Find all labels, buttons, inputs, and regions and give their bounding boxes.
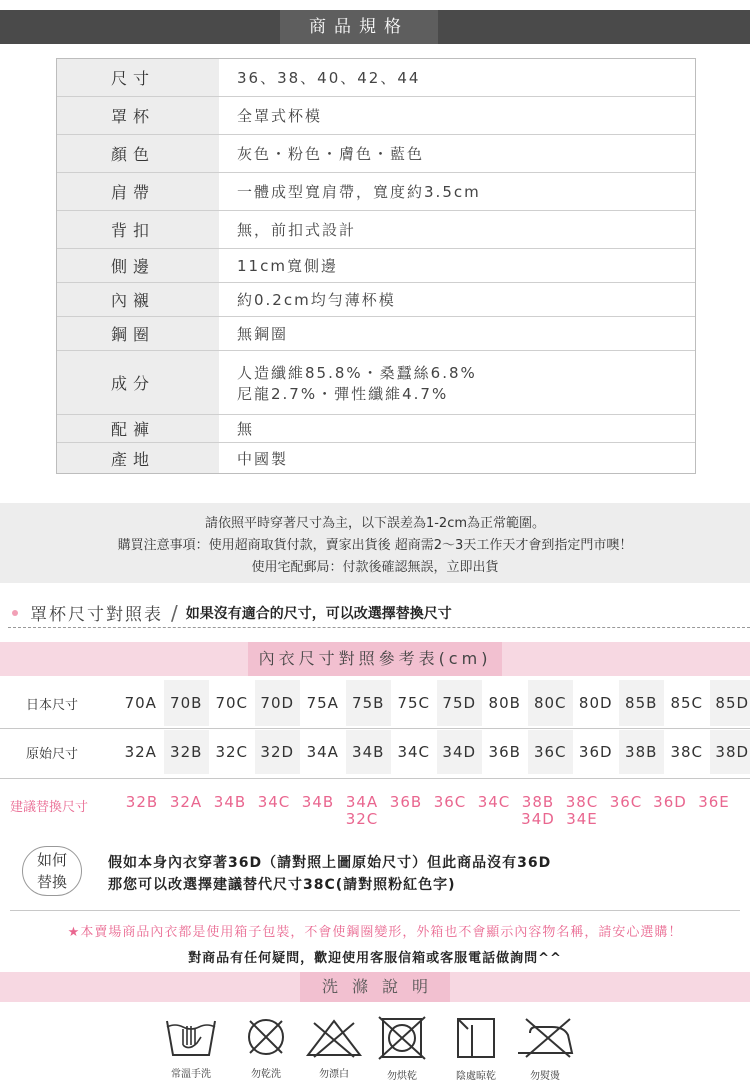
purchase-notice (0, 503, 750, 583)
size-row-japan (0, 680, 750, 726)
alt-size-value: 32B (125, 793, 159, 811)
alt-size-value: 34D (521, 810, 555, 828)
care-label: 陰處晾乾 (456, 1071, 496, 1082)
spec-value (219, 317, 695, 350)
size-row-label: 建議替換尺寸 (10, 800, 89, 815)
size-cell: 85D (710, 680, 750, 726)
row-divider (0, 728, 750, 729)
care-label: 勿乾洗 (251, 1069, 281, 1080)
howto-badge (22, 846, 82, 896)
spec-value (219, 211, 695, 248)
spec-row (57, 211, 695, 249)
wash-header-bar (0, 972, 750, 1002)
size-cell: 75D (437, 680, 483, 726)
spec-row (57, 351, 695, 415)
alt-size-value: 36B (389, 793, 423, 811)
spec-value-line: 無，前扣式設計 (237, 221, 357, 239)
no-dry-clean-icon (244, 1015, 288, 1059)
alt-size-value: 32A (169, 793, 203, 811)
bullet-dot-icon (12, 610, 18, 616)
care-label: 勿漂白 (319, 1069, 349, 1080)
size-cell: 36B (488, 743, 521, 761)
care-label: 常溫手洗 (171, 1069, 211, 1080)
size-cell: 75C (397, 694, 431, 712)
care-label: 勿烘乾 (387, 1071, 417, 1082)
size-cell: 32B (164, 730, 210, 774)
spec-row (57, 97, 695, 135)
alt-size-value: 34A (345, 793, 379, 811)
spec-row (57, 173, 695, 211)
howto-line: 那您可以改選擇建議替代尺寸38C(請對照粉紅色字) (108, 877, 456, 893)
contact-note: 對商品有任何疑問，歡迎使用客服信箱或客服電話做詢問^^ (188, 951, 562, 966)
alt-size-value: 34B (301, 793, 335, 811)
spec-value (219, 59, 695, 96)
spec-row (57, 249, 695, 283)
hand-wash-icon (163, 1015, 219, 1059)
care-item-no-bleach (302, 1015, 366, 1080)
notice-line: 使用宅配郵局：付款後確認無誤，立即出貨 (251, 560, 499, 575)
no-tumble-dry-icon (377, 1015, 427, 1061)
spec-header-title: 商品規格 (280, 10, 438, 44)
spec-label: 肩帶 (57, 173, 219, 210)
spec-value-line: 人造纖維85.8%・桑蠶絲6.8% (237, 363, 477, 382)
alt-size-value: 36D (653, 793, 687, 811)
spec-label: 尺寸 (57, 59, 219, 96)
spec-label: 配褲 (57, 415, 219, 442)
alt-size-cell (472, 794, 516, 811)
size-cell: 38D (710, 730, 750, 774)
spec-row (57, 317, 695, 351)
spec-label: 側邊 (57, 249, 219, 282)
spec-row (57, 283, 695, 317)
spec-value-line: 一體成型寬肩帶，寬度約3.5cm (237, 183, 481, 201)
cup-size-subtitle: 如果沒有適合的尺寸，可以改選擇替換尺寸 (185, 605, 452, 622)
size-cell: 70C (215, 694, 249, 712)
size-row-label: 日本尺寸 (26, 697, 79, 713)
size-cell: 34C (397, 743, 431, 761)
spec-value (219, 97, 695, 134)
notice-line: 請依照平時穿著尺寸為主，以下誤差為1-2cm為正常範圍。 (204, 516, 546, 531)
wash-title: 洗滌說明 (300, 972, 450, 1002)
alt-size-value: 34E (566, 810, 598, 828)
spec-value-line: 灰色・粉色・膚色・藍色 (237, 145, 425, 163)
size-cell: 75A (306, 694, 339, 712)
spec-value (219, 283, 695, 316)
alt-size-cell (296, 794, 340, 811)
howto-badge-line: 替換 (36, 873, 67, 891)
alt-size-value: 36C (433, 793, 467, 811)
alt-size-cell (384, 794, 428, 811)
size-cell: 38C (670, 743, 704, 761)
row-divider (0, 778, 750, 779)
size-row-label: 原始尺寸 (26, 746, 79, 762)
size-cell: 34D (437, 730, 483, 774)
spec-value (219, 173, 695, 210)
spec-value (219, 443, 695, 473)
size-chart-title: 內衣尺寸對照參考表(cm) (248, 642, 502, 676)
shade-dry-icon (454, 1015, 498, 1061)
alt-size-value: 38C (565, 793, 599, 811)
size-cell: 70D (255, 680, 301, 726)
alt-size-value: 32C (345, 810, 379, 828)
spec-label: 內襯 (57, 283, 219, 316)
size-cell: 36C (528, 730, 574, 774)
alt-size-cell (516, 794, 560, 828)
spec-row (57, 59, 695, 97)
size-row-original (0, 730, 750, 774)
spec-table (56, 58, 696, 474)
spec-label: 背扣 (57, 211, 219, 248)
size-cell: 34B (346, 730, 392, 774)
cup-size-section-title (8, 598, 750, 628)
care-item-no-tumble-dry (372, 1015, 432, 1082)
size-chart-header-bar (0, 642, 750, 676)
spec-value (219, 135, 695, 172)
spec-label: 產地 (57, 443, 219, 473)
size-cell: 85C (670, 694, 704, 712)
size-cell: 85B (619, 680, 665, 726)
alt-size-cell (648, 794, 692, 811)
alt-size-value: 38B (521, 793, 555, 811)
spec-value-line: 無鋼圈 (237, 325, 289, 343)
size-cell: 34A (306, 743, 339, 761)
spec-value-line: 全罩式杯模 (237, 107, 323, 125)
alt-size-cell (164, 794, 208, 811)
no-bleach-icon (304, 1015, 364, 1059)
size-cell: 80B (488, 694, 521, 712)
spec-value-line: 中國製 (237, 449, 289, 468)
howto-line: 假如本身內衣穿著36D（請對照上圖原始尺寸）但此商品沒有36D (108, 855, 552, 871)
size-cell: 32A (124, 743, 157, 761)
spec-label: 顏色 (57, 135, 219, 172)
care-label: 勿熨燙 (530, 1071, 560, 1082)
alt-size-value: 36E (698, 793, 730, 811)
packaging-warning: ★本賣場商品內衣都是使用箱子包裝，不會使鋼圈變形，外箱也不會顯示內容物名稱，請安心選購！ (67, 925, 683, 940)
spec-row (57, 415, 695, 443)
alt-size-cell (252, 794, 296, 811)
alt-size-cell (208, 794, 252, 811)
howto-explanation (108, 852, 551, 896)
spec-value-line: 無 (237, 420, 255, 438)
spec-value-line: 尼龍2.7%・彈性纖維4.7% (237, 384, 449, 403)
care-item-hand-wash (158, 1015, 224, 1080)
alt-size-cell (692, 794, 736, 811)
size-cell: 32C (215, 743, 249, 761)
alt-size-cell (428, 794, 472, 811)
spec-header-bar (0, 10, 750, 44)
title-separator: / (171, 600, 178, 625)
alt-size-cell (120, 794, 164, 811)
alt-size-value: 34C (477, 793, 511, 811)
alt-size-cell (560, 794, 604, 828)
spec-row (57, 135, 695, 173)
spec-label: 罩杯 (57, 97, 219, 134)
size-cell: 80C (528, 680, 574, 726)
spec-value-line: 36、38、40、42、44 (237, 69, 421, 87)
size-row-alternative (0, 792, 750, 832)
alt-size-cell (340, 794, 384, 828)
size-cells (118, 680, 750, 726)
spec-value (219, 249, 695, 282)
section-divider (10, 910, 740, 911)
spec-value (219, 415, 695, 442)
size-cell: 36D (578, 743, 613, 761)
alt-size-value: 36C (609, 793, 643, 811)
cup-size-title: 罩杯尺寸對照表 (30, 605, 163, 625)
size-cell: 80D (578, 694, 613, 712)
size-cell: 70B (164, 680, 210, 726)
size-cell: 75B (346, 680, 392, 726)
spec-label: 成分 (57, 351, 219, 414)
alt-size-cell (604, 794, 648, 811)
howto-badge-line: 如何 (36, 851, 67, 869)
care-item-no-dry-clean (236, 1015, 296, 1080)
alt-size-value: 34C (257, 793, 291, 811)
spec-label: 鋼圈 (57, 317, 219, 350)
size-cells (118, 730, 750, 774)
spec-value-line: 約0.2cm均勻薄杯模 (237, 291, 396, 309)
spec-value (219, 351, 695, 414)
no-iron-icon (512, 1015, 578, 1061)
care-item-no-iron (510, 1015, 580, 1082)
size-cell: 38B (619, 730, 665, 774)
spec-row (57, 443, 695, 473)
spec-value-line: 11cm寬側邊 (237, 257, 338, 275)
size-cell: 32D (255, 730, 301, 774)
alt-size-value: 34B (213, 793, 247, 811)
size-cell: 70A (124, 694, 157, 712)
care-item-shade-dry (446, 1015, 506, 1082)
notice-line: 購買注意事項：使用超商取貨付款，賣家出貨後 超商需2～3天工作天才會到指定門市噢！ (117, 538, 633, 553)
